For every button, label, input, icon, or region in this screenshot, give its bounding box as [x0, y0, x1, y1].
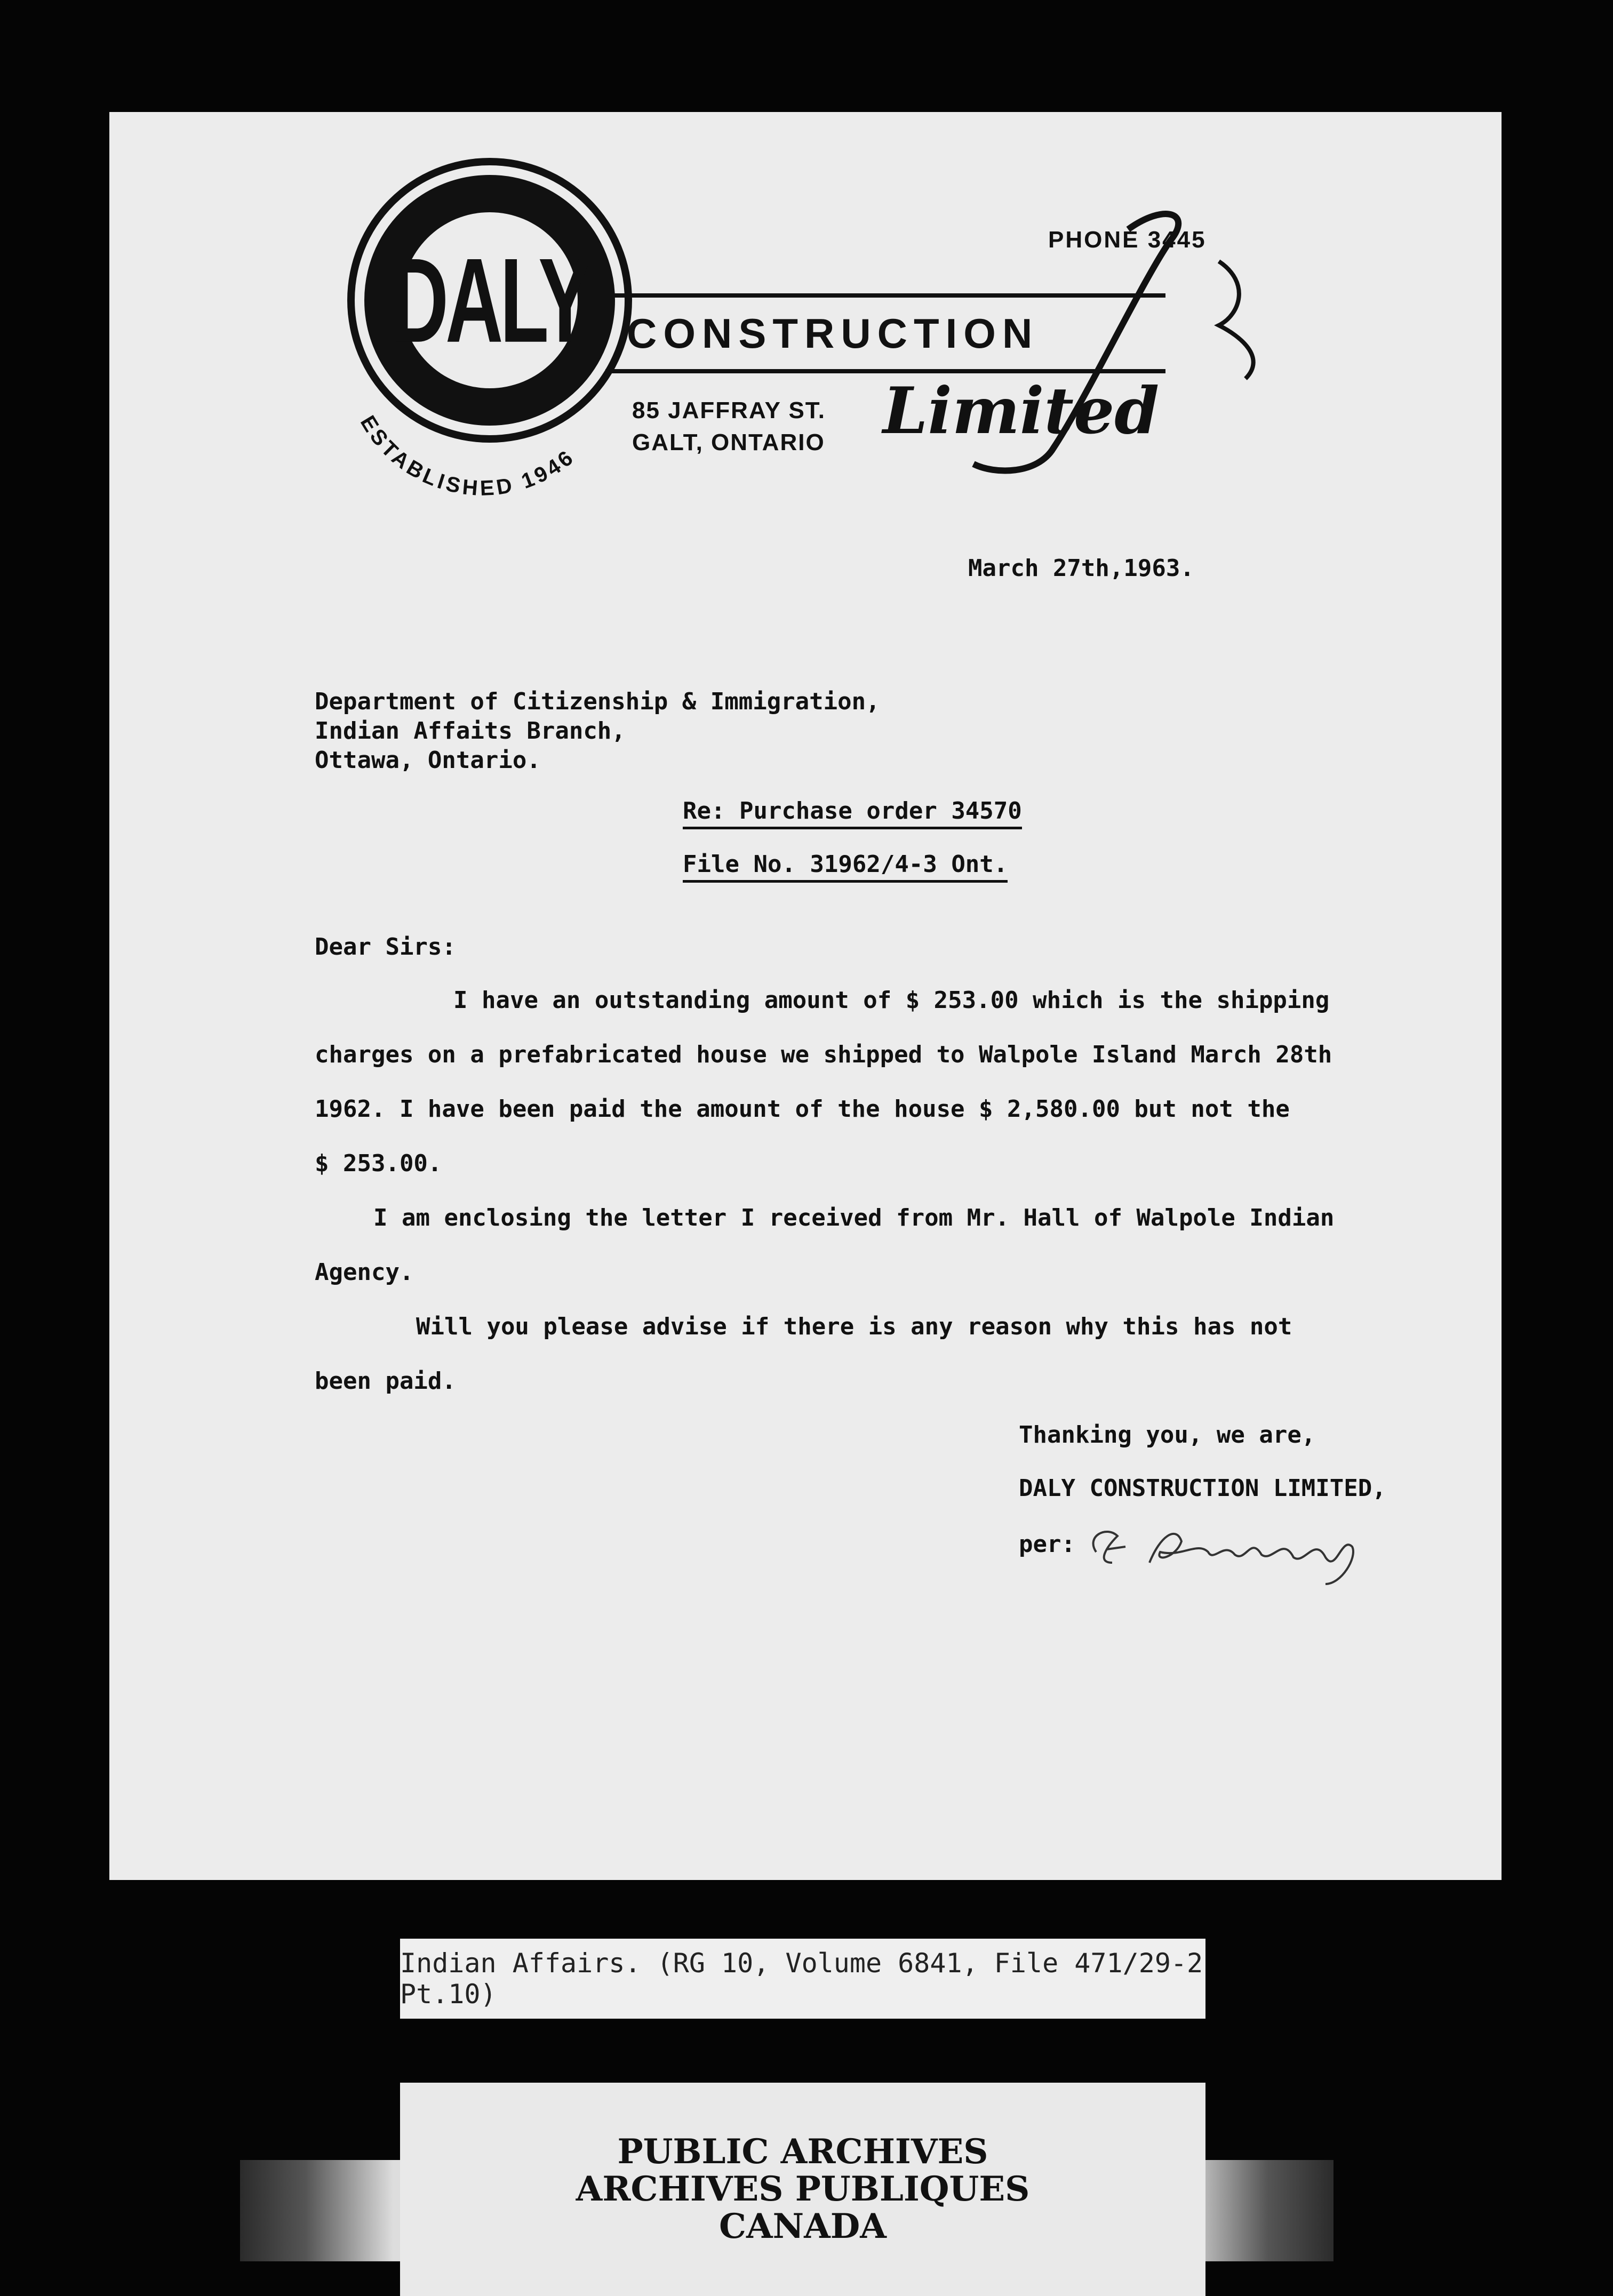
per-label: per:: [1019, 1531, 1075, 1558]
address-street: 85 JAFFRAY ST.: [632, 397, 826, 423]
construction-word: CONSTRUCTION: [627, 309, 1039, 357]
limited-script: Limited: [883, 373, 1160, 449]
file-number: File No. 31962/4-3 Ont.: [683, 851, 1008, 883]
body-line: 1962. I have been paid the amount of the house $ 2,580.00 but not the: [315, 1095, 1290, 1123]
company-signature-line: DALY CONSTRUCTION LIMITED,: [1019, 1475, 1386, 1502]
closing: Thanking you, we are,: [1019, 1421, 1316, 1449]
logo-word: DALY: [390, 233, 589, 367]
body-line: been paid.: [315, 1367, 456, 1395]
address-city: GALT, ONTARIO: [632, 429, 825, 455]
body-line: Will you please advise if there is any reason why this has not: [416, 1313, 1292, 1340]
body-line: I have an outstanding amount of $ 253.00 which is the shipping: [453, 987, 1330, 1014]
body-line: charges on a prefabricated house we shipped to Walpole Island March 28th: [315, 1041, 1332, 1068]
stamp-line-1: PUBLIC ARCHIVES: [617, 2132, 988, 2172]
archive-reference: Indian Affairs. (RG 10, Volume 6841, File 471/29-2 Pt.10): [400, 1948, 1203, 2010]
handwritten-signature: [1075, 1504, 1374, 1589]
recipient-line-2: Indian Affaits Branch,: [315, 717, 626, 745]
body-line: Agency.: [315, 1259, 414, 1286]
re-purchase-order: Re: Purchase order 34570: [683, 797, 1022, 829]
letter-page: [109, 112, 1502, 1880]
archive-stamp: [400, 2083, 1205, 2296]
body-line: I am enclosing the letter I received from Mr. Hall of Walpole Indian: [373, 1204, 1335, 1231]
archive-reference-label: [400, 1939, 1205, 2019]
phone-number: PHONE 3445: [1048, 227, 1207, 253]
stamp-line-2: ARCHIVES PUBLIQUES: [576, 2169, 1030, 2209]
body-line: $ 253.00.: [315, 1150, 442, 1177]
recipient-line-1: Department of Citizenship & Immigration,: [315, 688, 880, 715]
letter-date: March 27th,1963.: [968, 555, 1194, 582]
recipient-line-3: Ottawa, Ontario.: [315, 747, 541, 774]
salutation: Dear Sirs:: [315, 933, 456, 961]
established-arc: [317, 336, 648, 539]
stamp-line-3: CANADA: [719, 2206, 887, 2246]
svg-text:ESTABLISHED 1946: ESTABLISHED 1946: [355, 411, 580, 501]
